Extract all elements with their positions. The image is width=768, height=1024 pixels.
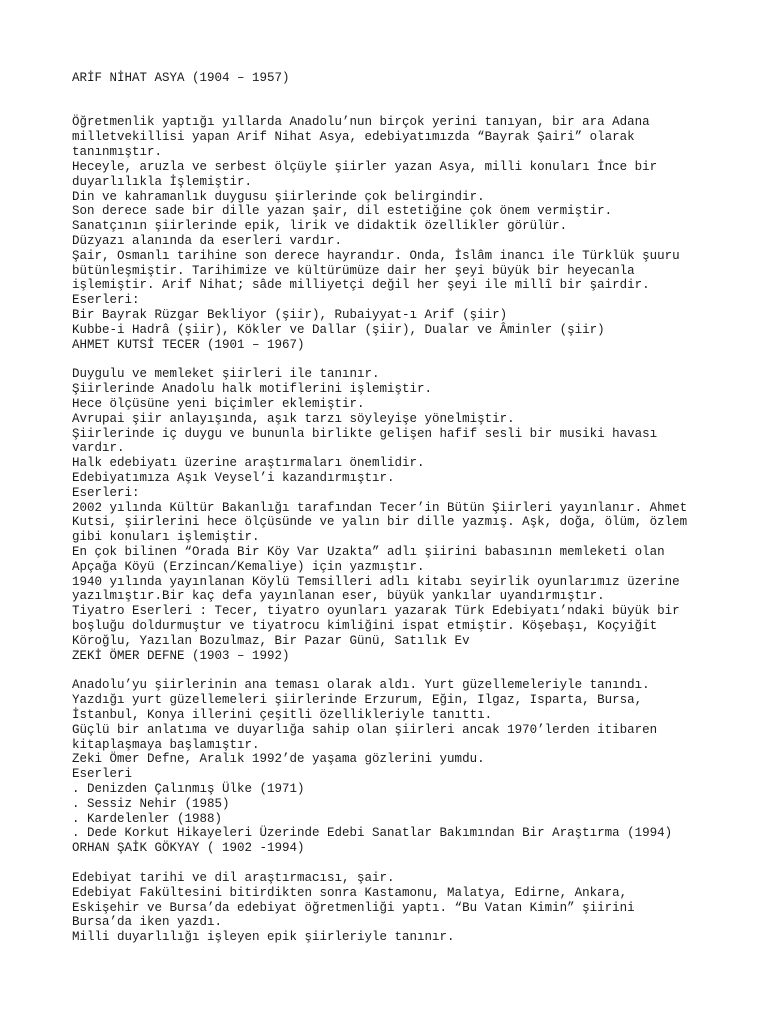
blank-line: [72, 664, 752, 679]
blank-line: [72, 856, 752, 871]
text-line: Milli duyarlılığı işleyen epik şiirleriyle tanınır.: [72, 930, 455, 945]
text-line: Düzyazı alanında da eserleri vardır.: [72, 233, 343, 248]
text-line: işlemiştir. Arif Nihat; sâde milliyetçi değil her şeyi ile millî bir şairdir.: [72, 278, 650, 293]
text-line: Son derece sade bir dille yazan şair, dil estetiğine çok önem vermiştir.: [72, 204, 613, 219]
text-line: Bursa’da iken yazdı.: [72, 915, 223, 930]
text-line: Bir Bayrak Rüzgar Bekliyor (şiir), Rubaiyyat-ı Arif (şiir): [72, 308, 508, 322]
blank-line: [72, 352, 752, 367]
text-line: Eserleri:: [72, 293, 140, 308]
text-line: boşluğu doldurmuştur ve tiyatrocu kimliğini ispat etmiştir. Köşebaşı, Koçyiğit: [72, 619, 658, 634]
text-line: tanınmıştır.: [72, 145, 163, 160]
text-line: Köroğlu, Yazılan Bozulmaz, Bir Pazar Günü, Satılık Ev: [72, 633, 470, 648]
text-line: Tiyatro Eserleri : Tecer, tiyatro oyunları yazarak Türk Edebiyatı’ndaki büyük bir: [72, 604, 680, 619]
text-line: Eserleri:: [72, 485, 140, 500]
text-line: Edebiyatımıza Aşık Veysel’i kazandırmıştır.: [72, 470, 395, 485]
text-line: Apçağa Köyü (Erzincan/Kemaliye) için yazmıştır.: [72, 559, 425, 574]
text-line: 1940 yılında yayınlanan Köylü Temsilleri adlı kitabı seyirlik oyunlarımız üzerine: [72, 574, 680, 589]
text-line: Kutsi, şiirlerini hece ölçüsünde ve yalın bir dille yazmış. Aşk, doğa, ölüm, özlem: [72, 515, 688, 530]
text-line: kitaplaşmaya başlamıştır.: [72, 737, 260, 752]
text-line: Kubbe-i Hadrâ (şiir), Kökler ve Dallar (şiir), Dualar ve Âminler (şiir): [72, 322, 605, 337]
blank-line: [72, 86, 752, 101]
text-line: Edebiyat Fakültesini bitirdikten sonra Kastamonu, Malatya, Edirne, Ankara,: [72, 885, 628, 900]
text-line: yazılmıştır.Bir kaç defa yayınlanan eser, büyük yankılar uyandırmıştır.: [72, 589, 605, 604]
text-line: ARİF NİHAT ASYA (1904 – 1957): [72, 71, 290, 85]
text-line: . Dede Korkut Hikayeleri Üzerinde Edebi Sanatlar Bakımından Bir Araştırma (1994): [72, 826, 673, 841]
text-line: AHMET KUTSİ TECER (1901 – 1967): [72, 337, 305, 352]
text-line: Şair, Osmanlı tarihine son derece hayrandır. Onda, İslâm inancı ile Türklük şuuru: [72, 248, 680, 263]
text-line: Şiirlerinde Anadolu halk motiflerini işlemiştir.: [72, 382, 433, 397]
text-line: Eskişehir ve Bursa’da edebiyat öğretmenliği yaptı. “Bu Vatan Kimin” şiirini: [72, 900, 635, 915]
text-line: En çok bilinen “Orada Bir Köy Var Uzakta” adlı şiirini babasının memleketi olan: [72, 545, 665, 559]
blank-line: [72, 101, 752, 116]
text-line: Duygulu ve memleket şiirleri ile tanınır.: [72, 367, 380, 382]
text-line: Yazdığı yurt güzellemeleri şiirlerinde Erzurum, Eğin, Ilgaz, Isparta, Bursa,: [72, 693, 643, 708]
document-page: [72, 71, 752, 945]
text-line: Güçlü bir anlatıma ve duyarlığa sahip olan şiirleri ancak 1970’lerden itibaren: [72, 722, 658, 737]
text-line: Avrupai şiir anlayışında, aşık tarzı söyleyişe yönelmiştir.: [72, 411, 515, 426]
text-line: Hece ölçüsüne yeni biçimler eklemiştir.: [72, 396, 365, 411]
text-line: duyarlılıkla İşlemiştir.: [72, 174, 253, 189]
text-line: Edebiyat tarihi ve dil araştırmacısı, şair.: [72, 870, 395, 885]
text-line: ORHAN ŞAİK GÖKYAY ( 1902 -1994): [72, 841, 305, 856]
text-line: vardır.: [72, 441, 125, 456]
text-line: ZEKİ ÖMER DEFNE (1903 – 1992): [72, 648, 290, 663]
text-line: Eserleri: [72, 767, 133, 782]
text-line: Öğretmenlik yaptığı yıllarda Anadolu’nun birçok yerini tanıyan, bir ara Adana: [72, 115, 650, 130]
text-line: İstanbul, Konya illerini çeşitli özellikleriyle tanıttı.: [72, 707, 493, 722]
text-line: Anadolu’yu şiirlerinin ana teması olarak aldı. Yurt güzellemeleriyle tanındı.: [72, 678, 650, 693]
text-line: Zeki Ömer Defne, Aralık 1992’de yaşama gözlerini yumdu.: [72, 752, 485, 767]
text-line: Heceyle, aruzla ve serbest ölçüyle şiirler yazan Asya, milli konuları İnce bir: [72, 159, 658, 174]
text-line: . Denizden Çalınmış Ülke (1971): [72, 782, 305, 796]
text-line: bütünleşmiştir. Tarihimize ve kültürümüze dair her şeyi büyük bir heyecanla: [72, 263, 635, 278]
text-line: gibi konuları işlemiştir.: [72, 530, 260, 545]
text-line: . Sessiz Nehir (1985): [72, 796, 230, 811]
text-line: milletvekillisi yapan Arif Nihat Asya, edebiyatımızda “Bayrak Şairi” olarak: [72, 130, 635, 145]
text-line: Sanatçının şiirlerinde epik, lirik ve didaktik özellikler görülür.: [72, 219, 568, 234]
text-line: Şiirlerinde iç duygu ve bununla birlikte gelişen hafif sesli bir musiki havası: [72, 426, 658, 441]
text-line: Din ve kahramanlık duygusu şiirlerinde çok belirgindir.: [72, 189, 485, 204]
text-line: Halk edebiyatı üzerine araştırmaları önemlidir.: [72, 456, 425, 471]
text-line: 2002 yılında Kültür Bakanlığı tarafından Tecer’in Bütün Şiirleri yayınlanır. Ahmet: [72, 500, 688, 515]
text-line: . Kardelenler (1988): [72, 811, 223, 826]
